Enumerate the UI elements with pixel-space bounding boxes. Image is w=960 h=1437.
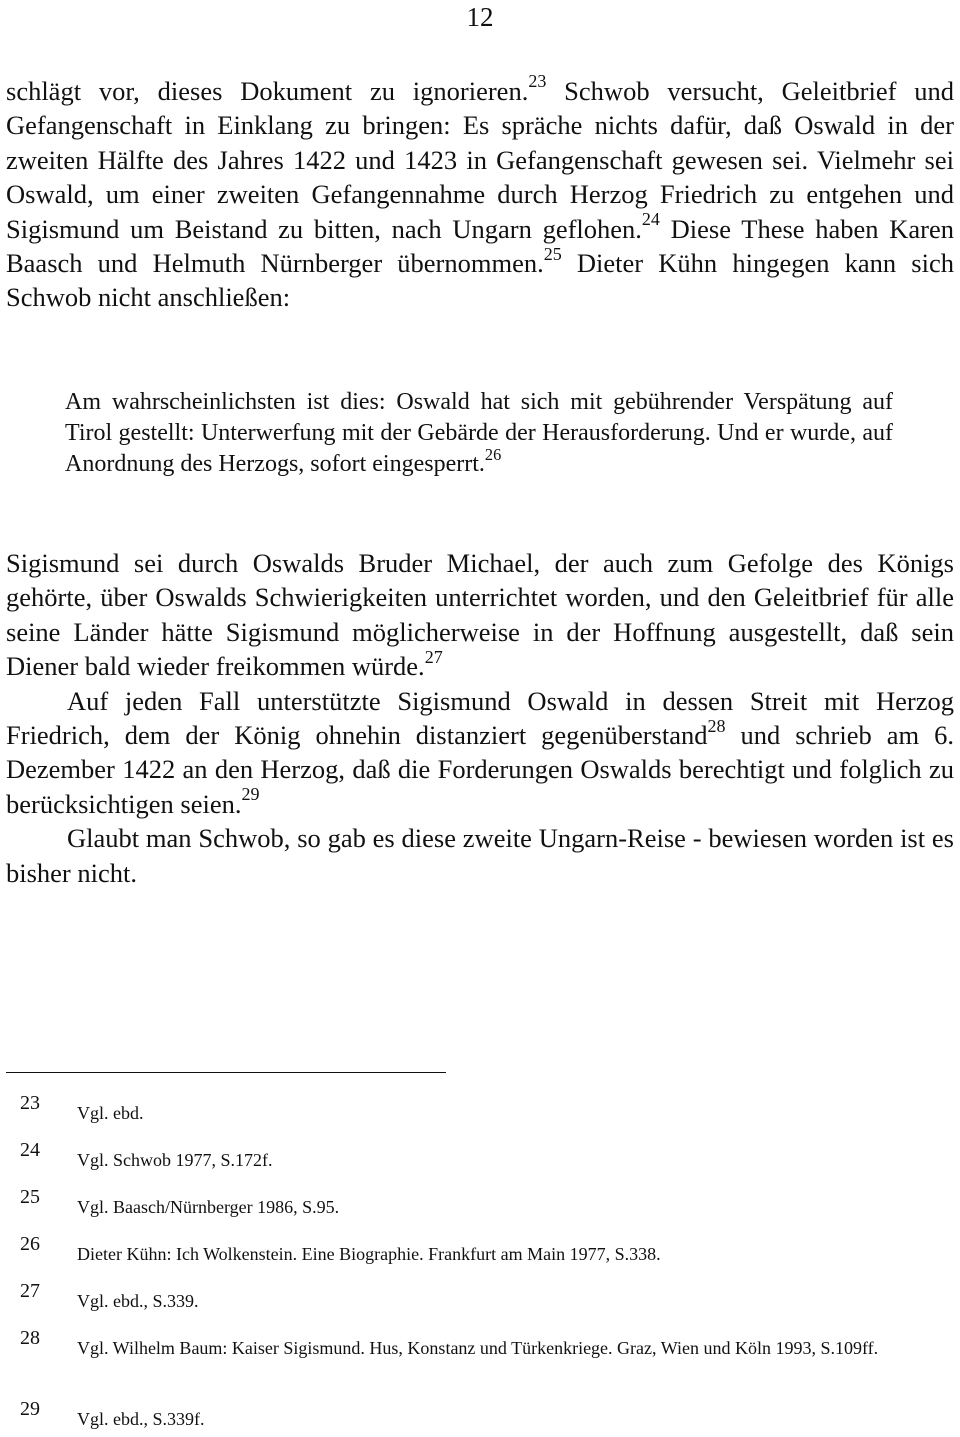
paragraph-1-text-c: Diese These haben Karen Baasch und Helmuth Nürnberger übernommen. [6, 213, 954, 279]
footnote-number: 28 [20, 1327, 40, 1349]
paragraph-1-text-a: schlägt vor, dieses Dokument zu ignorieren. [6, 76, 529, 106]
footnote-ref-26: 26 [484, 444, 502, 464]
footnote-ref-23: 23 [528, 71, 547, 92]
paragraph-3-text-a: Auf jeden Fall unterstützte Sigismund Oswald in dessen Streit mit Herzog Friedrich, dem der König ohnehin distanziert gegenüberstand [6, 685, 954, 751]
footnote-divider [6, 1072, 446, 1073]
footnote-number: 23 [20, 1092, 40, 1114]
page-number: 12 [466, 2, 494, 32]
paragraph-2 [6, 546, 954, 684]
footnote-text: Vgl. ebd. [77, 1103, 144, 1123]
footnote-text: Vgl. ebd., S.339f. [77, 1409, 205, 1429]
footnote-number: 25 [20, 1186, 40, 1208]
footnote-ref-28: 28 [707, 715, 726, 736]
paragraph-1-text-d: Dieter Kühn hingegen kann sich Schwob nicht anschließen: [6, 248, 954, 313]
paragraph-4-text: Glaubt man Schwob, so gab es diese zweite Ungarn-Reise - bewiesen worden ist es bisher nicht. [6, 823, 954, 888]
footnote-ref-27: 27 [424, 646, 443, 667]
paragraph-4 [6, 821, 954, 890]
footnote-ref-24: 24 [641, 209, 660, 230]
paragraph-3-text-b: und schrieb am 6. Dezember 1422 an den Herzog, daß die Forderungen Oswalds berechtigt und folglich zu berücksichtigen seien. [6, 720, 954, 819]
footnote-number: 26 [20, 1233, 40, 1255]
block-quote-text: Am wahrscheinlichsten ist dies: Oswald hat sich mit gebührender Verspätung auf Tirol gestellt: Unterwerfung mit der Gebärde der Herausforderung. Und er wurde, auf Anordnung des Herzogs, sofort eingesperrt. [65, 389, 893, 478]
footnote-text: Vgl. Baasch/Nürnberger 1986, S.95. [77, 1197, 340, 1217]
paragraph-2-text: Sigismund sei durch Oswalds Bruder Michael, der auch zum Gefolge des Königs gehörte, über Oswalds Schwierigkeiten unterrichtet worden, und den Geleitbrief für alle seine Länder hätte Sigismund möglicherweise in der Hoffnung ausgestellt, daß sein Diener bald wieder freikommen würde. [6, 548, 954, 682]
footnote-text: Vgl. ebd., S.339. [77, 1291, 199, 1311]
footnote-number: 29 [20, 1398, 40, 1420]
block-quote [65, 387, 893, 481]
paragraph-1-text-b: Schwob versucht, Geleitbrief und Gefangenschaft in Einklang zu bringen: Es spräche nichts dafür, daß Oswald in der zweiten Hälfte des Jahres 1422 und 1423 in Gefangenschaft gewesen sei. Vielmehr sei Oswald, um einer zweiten Gefangennahme durch Herzog Friedrich zu entgehen und Sigismund um Beistand zu bitten, nach Ungarn geflohen. [6, 76, 955, 244]
paragraph-3 [6, 684, 954, 822]
paragraph-1 [6, 71, 955, 315]
paragraph-group-2 [6, 546, 954, 890]
footnote-number: 27 [20, 1280, 40, 1302]
footnote-number: 24 [20, 1139, 40, 1161]
footnote-text: Vgl. Schwob 1977, S.172f. [77, 1150, 273, 1170]
footnote-ref-29: 29 [241, 784, 260, 805]
footnote-text: Dieter Kühn: Ich Wolkenstein. Eine Biographie. Frankfurt am Main 1977, S.338. [77, 1244, 661, 1264]
footnote-text: Vgl. Wilhelm Baum: Kaiser Sigismund. Hus, Konstanz und Türkenkriege. Graz, Wien und Köln 1993, S.109ff. [77, 1338, 879, 1358]
footnote-ref-25: 25 [543, 243, 562, 264]
